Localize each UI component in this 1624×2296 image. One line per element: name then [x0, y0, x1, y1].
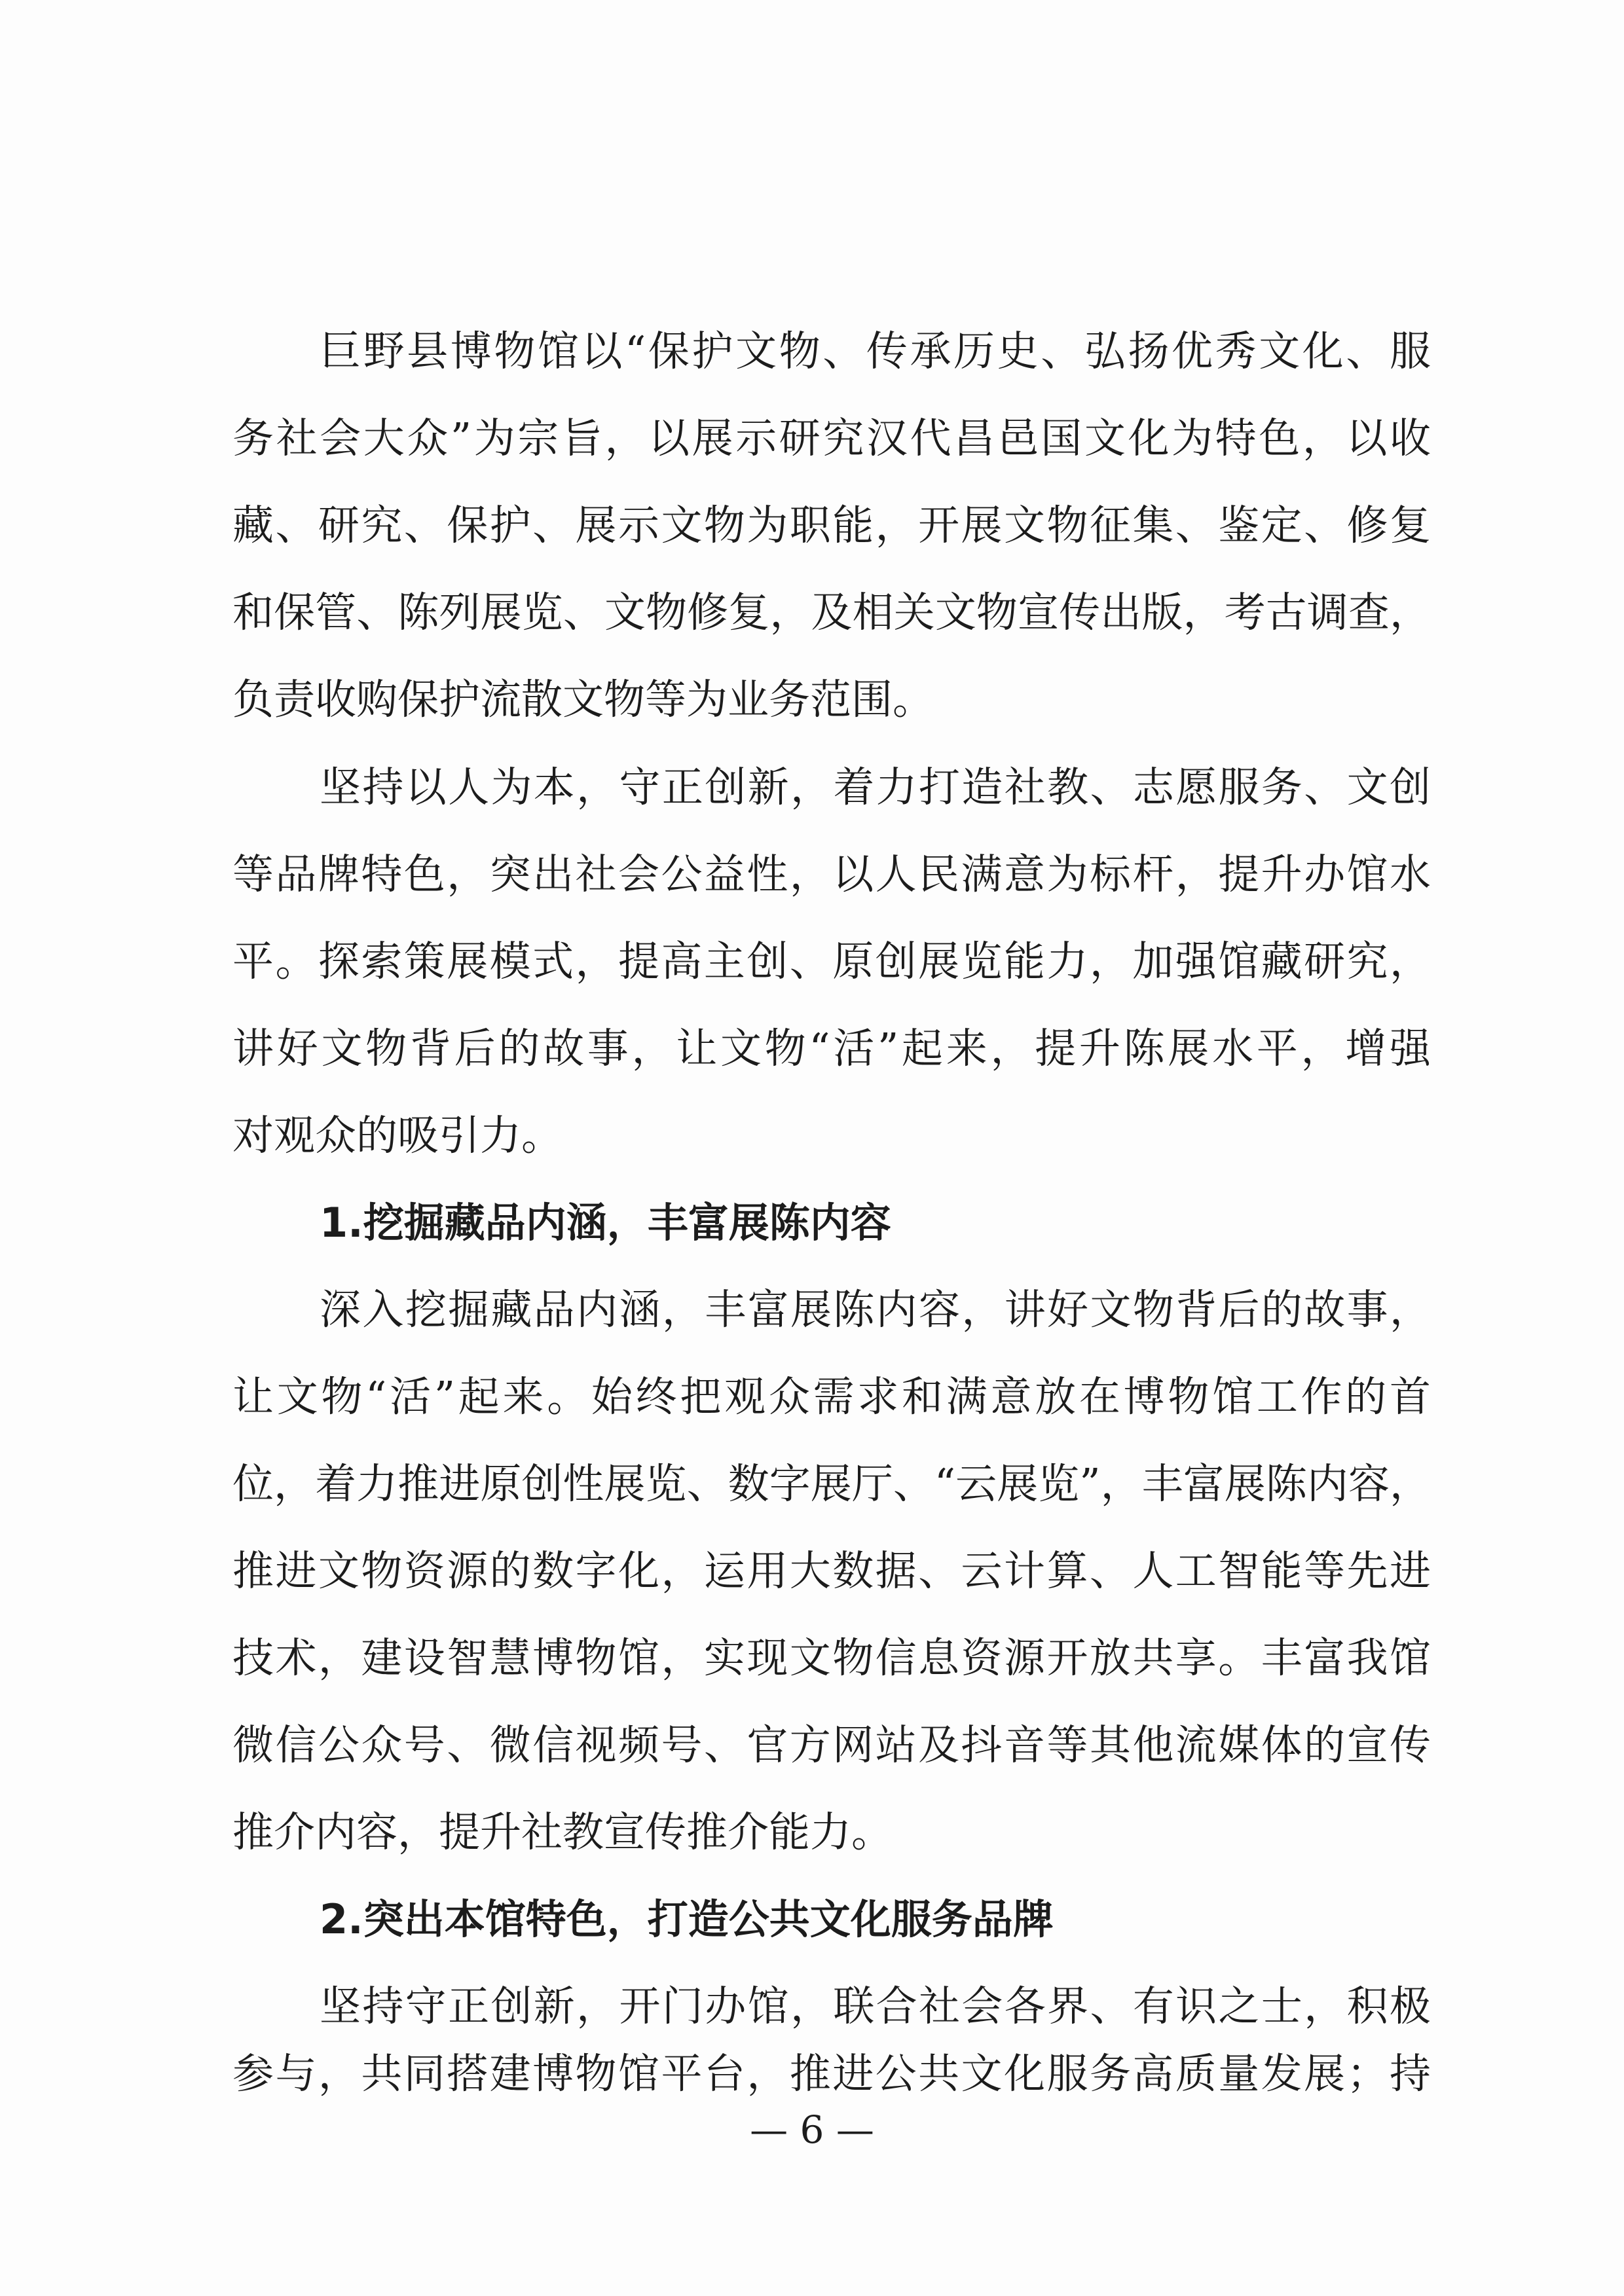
paragraph-line: 位，着力推进原创性展览、数字展厅、“云展览”，丰富展陈内容， [232, 1460, 1431, 1508]
paragraph-line: 和保管、陈列展览、文物修复，及相关文物宣传出版，考古调查， [232, 589, 1431, 636]
paragraph-line: 技术，建设智慧博物馆，实现文物信息资源开放共享。丰富我馆 [232, 1634, 1431, 1682]
paragraph-line: 让文物“活”起来。始终把观众需求和满意放在博物馆工作的首 [232, 1373, 1431, 1421]
paragraph-line: 等品牌特色，突出社会公益性，以人民满意为标杆，提升办馆水 [232, 850, 1431, 898]
section-heading: 1.挖掘藏品内涵，丰富展陈内容 [320, 1199, 891, 1247]
paragraph-line: 平。探索策展模式，提高主创、原创展览能力，加强馆藏研究， [232, 938, 1431, 985]
paragraph-line: 坚持守正创新，开门办馆，联合社会各界、有识之士，积极 [320, 1982, 1431, 2030]
paragraph-line: 巨野县博物馆以“保护文物、传承历史、弘扬优秀文化、服 [320, 327, 1431, 375]
paragraph-line: 务社会大众”为宗旨，以展示研究汉代昌邑国文化为特色，以收 [232, 414, 1431, 462]
paragraph-line: 推进文物资源的数字化，运用大数据、云计算、人工智能等先进 [232, 1547, 1431, 1595]
paragraph-line: 负责收购保护流散文物等为业务范围。 [232, 676, 934, 723]
paragraph-line: 微信公众号、微信视频号、官方网站及抖音等其他流媒体的宣传 [232, 1721, 1431, 1769]
page-number: — 6 — [750, 2107, 874, 2152]
paragraph-line: 藏、研究、保护、展示文物为职能，开展文物征集、鉴定、修复 [232, 501, 1431, 549]
paragraph-line: 推介内容，提升社教宣传推介能力。 [232, 1808, 893, 1856]
paragraph-line: 讲好文物背后的故事，让文物“活”起来，提升陈展水平，增强 [232, 1025, 1431, 1072]
paragraph-line: 深入挖掘藏品内涵，丰富展陈内容，讲好文物背后的故事， [320, 1286, 1431, 1334]
paragraph-line: 参与，共同搭建博物馆平台，推进公共文化服务高质量发展；持 [232, 2050, 1431, 2098]
paragraph-line: 坚持以人为本，守正创新，着力打造社教、志愿服务、文创 [320, 763, 1431, 811]
section-heading: 2.突出本馆特色，打造公共文化服务品牌 [320, 1895, 1054, 1943]
paragraph-line: 对观众的吸引力。 [232, 1112, 563, 1159]
